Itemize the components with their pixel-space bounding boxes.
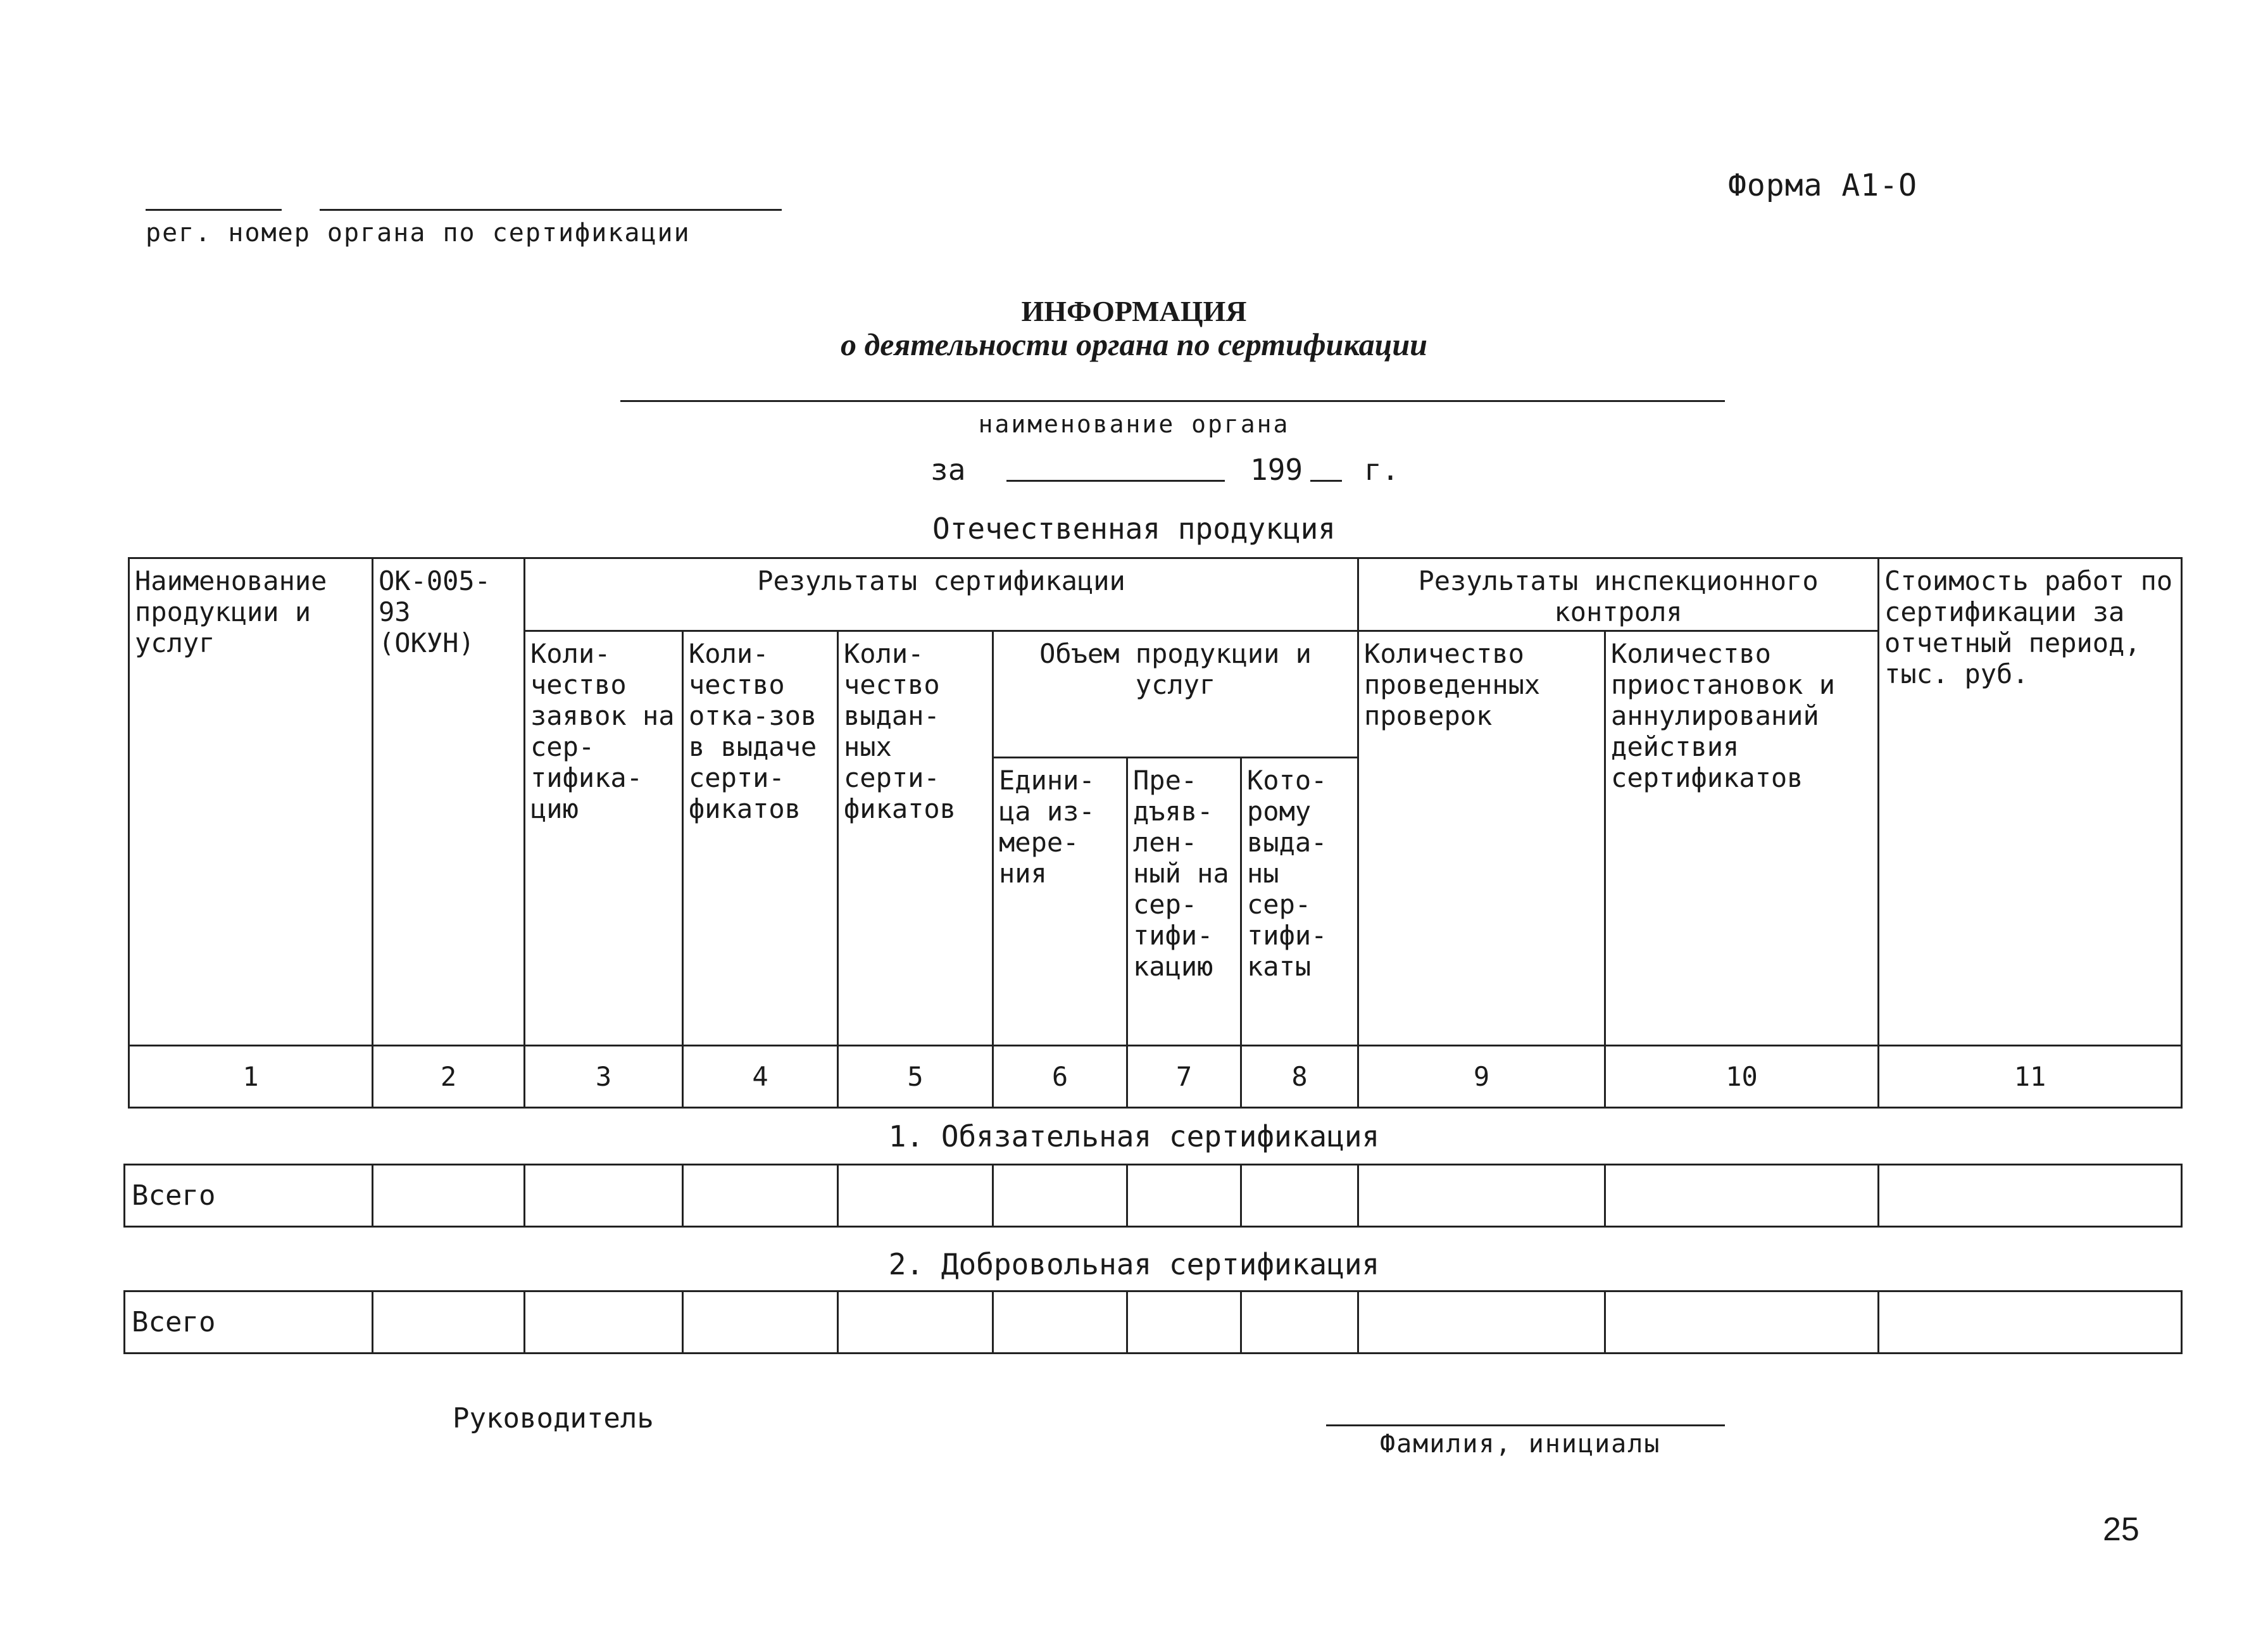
total-label: Всего	[125, 1165, 373, 1227]
total-cell[interactable]	[1358, 1165, 1605, 1227]
column-number: 8	[1241, 1046, 1358, 1108]
signature-line	[1326, 1424, 1725, 1426]
column-number: 6	[993, 1046, 1127, 1108]
page-number: 25	[2103, 1511, 2140, 1548]
document-subtitle: о деятельности органа по сертификации	[840, 327, 1427, 362]
total-cell[interactable]	[1605, 1165, 1879, 1227]
total-cell[interactable]	[373, 1291, 525, 1354]
column-number: 9	[1358, 1046, 1605, 1108]
header-unit: Едини-ца из-мере-ния	[993, 758, 1127, 1046]
column-number: 5	[838, 1046, 993, 1108]
header-cost: Стоимость работ по сертификации за отчетный период, тыс. руб.	[1879, 558, 2182, 1046]
reg-number-line-left	[146, 209, 282, 211]
header-issued-to: Кото-рому выда-ны сер-тифи-каты	[1241, 758, 1358, 1046]
total-label: Всего	[125, 1291, 373, 1354]
total-cell[interactable]	[373, 1165, 525, 1227]
header-inspections-count: Количество проведенных проверок	[1358, 631, 1605, 1046]
section-voluntary-title: 2. Добровольная сертификация	[888, 1247, 1380, 1281]
year-suffix: г.	[1364, 453, 1400, 487]
reg-number-line-right	[320, 209, 782, 211]
total-cell[interactable]	[838, 1165, 993, 1227]
header-presented: Пре-дъяв-лен-ный на сер-тифи-кацию	[1127, 758, 1241, 1046]
voluntary-total-row	[123, 1290, 2183, 1354]
total-cell[interactable]	[683, 1165, 838, 1227]
total-cell[interactable]	[683, 1291, 838, 1354]
year-blank	[1310, 480, 1342, 482]
header-issued-count: Коли-чество выдан-ных серти-фикатов	[838, 631, 993, 1046]
total-cell[interactable]	[525, 1165, 683, 1227]
column-number: 11	[1879, 1046, 2182, 1108]
header-product-name: Наименование продукции и услуг	[129, 558, 373, 1046]
org-name-line	[620, 400, 1725, 402]
header-okun-code: ОК-005-93 (ОКУН)	[373, 558, 525, 1046]
signature-caption: Фамилия, инициалы	[1380, 1429, 1661, 1459]
org-name-caption: наименование органа	[978, 410, 1290, 438]
header-volume: Объем продукции и услуг	[993, 631, 1358, 758]
total-cell[interactable]	[525, 1291, 683, 1354]
period-label: за	[930, 453, 966, 487]
form-label: Форма А1-О	[1728, 168, 1917, 203]
total-cell[interactable]	[1241, 1291, 1358, 1354]
column-number: 10	[1605, 1046, 1879, 1108]
header-inspection-results: Результаты инспекционного контроля	[1358, 558, 1879, 631]
certification-table	[128, 557, 2183, 1109]
total-cell[interactable]	[1879, 1165, 2182, 1227]
column-number: 4	[683, 1046, 838, 1108]
header-certification-results: Результаты сертификации	[525, 558, 1358, 631]
header-applications-count: Коли-чество заявок на сер-тифика-цию	[525, 631, 683, 1046]
total-cell[interactable]	[1241, 1165, 1358, 1227]
total-cell[interactable]	[993, 1291, 1127, 1354]
column-number: 2	[373, 1046, 525, 1108]
column-number: 1	[129, 1046, 373, 1108]
total-cell[interactable]	[1358, 1291, 1605, 1354]
product-type-heading: Отечественная продукция	[932, 512, 1336, 546]
document-title: ИНФОРМАЦИЯ	[1021, 295, 1247, 327]
total-cell[interactable]	[993, 1165, 1127, 1227]
total-cell[interactable]	[1127, 1165, 1241, 1227]
total-cell[interactable]	[1127, 1291, 1241, 1354]
year-label: 199	[1250, 453, 1303, 487]
header-suspensions-count: Количество приостановок и аннулирований действия сертификатов	[1605, 631, 1879, 1046]
reg-number-caption: рег. номер органа по сертификации	[146, 218, 691, 248]
header-refusals-count: Коли-чество отка-зов в выдаче серти-фикатов	[683, 631, 838, 1046]
total-cell[interactable]	[1879, 1291, 2182, 1354]
period-blank	[1006, 480, 1225, 482]
section-mandatory-title: 1. Обязательная сертификация	[888, 1119, 1380, 1153]
mandatory-total-row	[123, 1164, 2183, 1228]
head-label: Руководитель	[453, 1402, 654, 1435]
total-cell[interactable]	[1605, 1291, 1879, 1354]
column-number: 7	[1127, 1046, 1241, 1108]
total-cell[interactable]	[838, 1291, 993, 1354]
column-number: 3	[525, 1046, 683, 1108]
